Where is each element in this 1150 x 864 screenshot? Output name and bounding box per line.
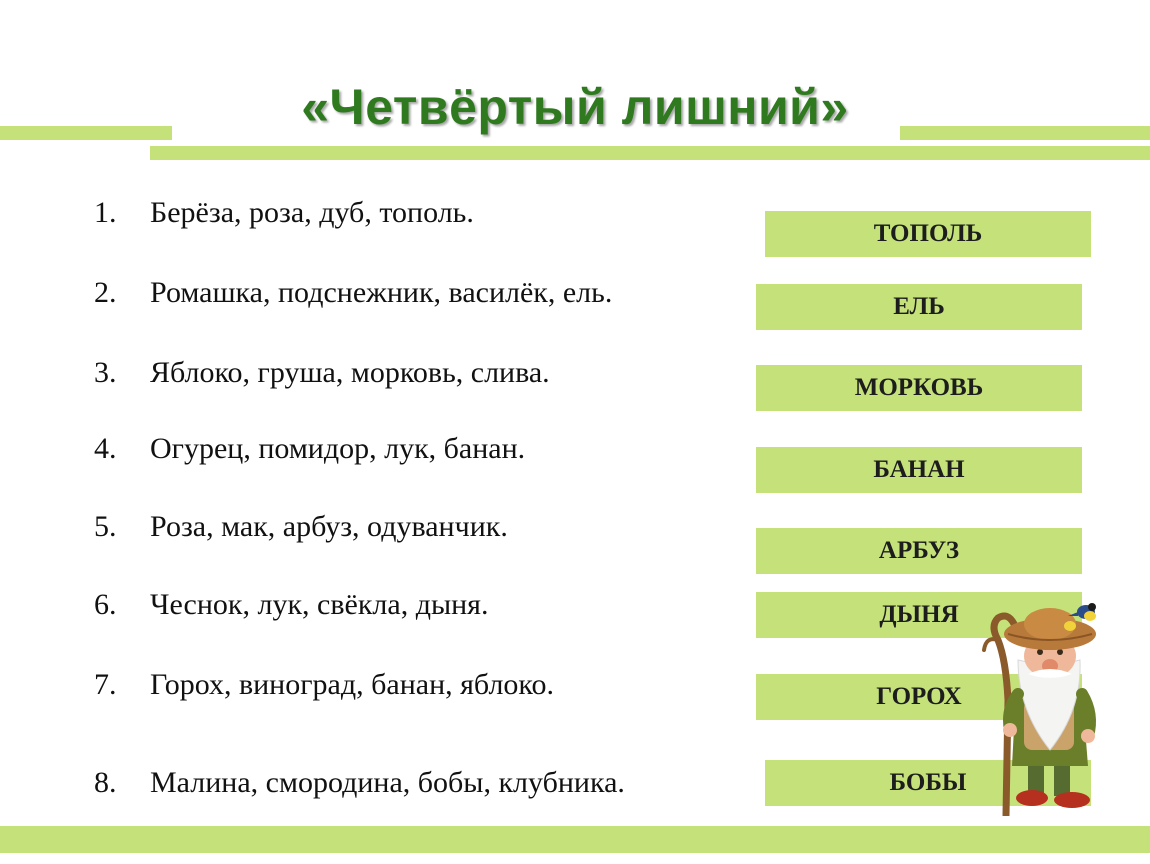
- answer-box[interactable]: БОБЫ: [765, 760, 1091, 806]
- list-item: [94, 432, 525, 466]
- item-number: 5.: [94, 510, 117, 543]
- list-item: [94, 766, 625, 800]
- page-title: «Четвёртый лишний»: [301, 79, 849, 135]
- answer-box[interactable]: БАНАН: [756, 447, 1082, 493]
- list-item: [94, 668, 554, 702]
- item-number: 7.: [94, 668, 117, 701]
- item-text: Берёза, роза, дуб, тополь.: [150, 196, 474, 229]
- item-text: Ромашка, подснежник, василёк, ель.: [150, 276, 613, 309]
- item-number: 2.: [94, 276, 117, 309]
- answer-box[interactable]: ЕЛЬ: [756, 284, 1082, 330]
- item-number: 6.: [94, 588, 117, 621]
- answer-box[interactable]: МОРКОВЬ: [756, 365, 1082, 411]
- item-number: 8.: [94, 766, 117, 799]
- list-item: [94, 356, 550, 390]
- list-item: [94, 196, 474, 230]
- item-text: Огурец, помидор, лук, банан.: [150, 432, 526, 465]
- header-underline: [150, 146, 1150, 160]
- item-text: Горох, виноград, банан, яблоко.: [150, 668, 554, 701]
- footer-bar: [0, 826, 1150, 853]
- item-text: Яблоко, груша, морковь, слива.: [150, 356, 550, 389]
- answer-box[interactable]: ГОРОХ: [756, 674, 1082, 720]
- item-number: 4.: [94, 432, 117, 465]
- list-item: [94, 510, 508, 544]
- list-item: [94, 276, 612, 310]
- item-number: 1.: [94, 196, 117, 229]
- answer-box[interactable]: ДЫНЯ: [756, 592, 1082, 638]
- answer-box[interactable]: АРБУЗ: [756, 528, 1082, 574]
- list-item: [94, 588, 488, 622]
- answer-box[interactable]: ТОПОЛЬ: [765, 211, 1091, 257]
- gnome-illustration: [968, 590, 1118, 816]
- item-text: Малина, смородина, бобы, клубника.: [150, 766, 625, 799]
- item-text: Роза, мак, арбуз, одуванчик.: [150, 510, 508, 543]
- item-text: Чеснок, лук, свёкла, дыня.: [150, 588, 489, 621]
- item-number: 3.: [94, 356, 117, 389]
